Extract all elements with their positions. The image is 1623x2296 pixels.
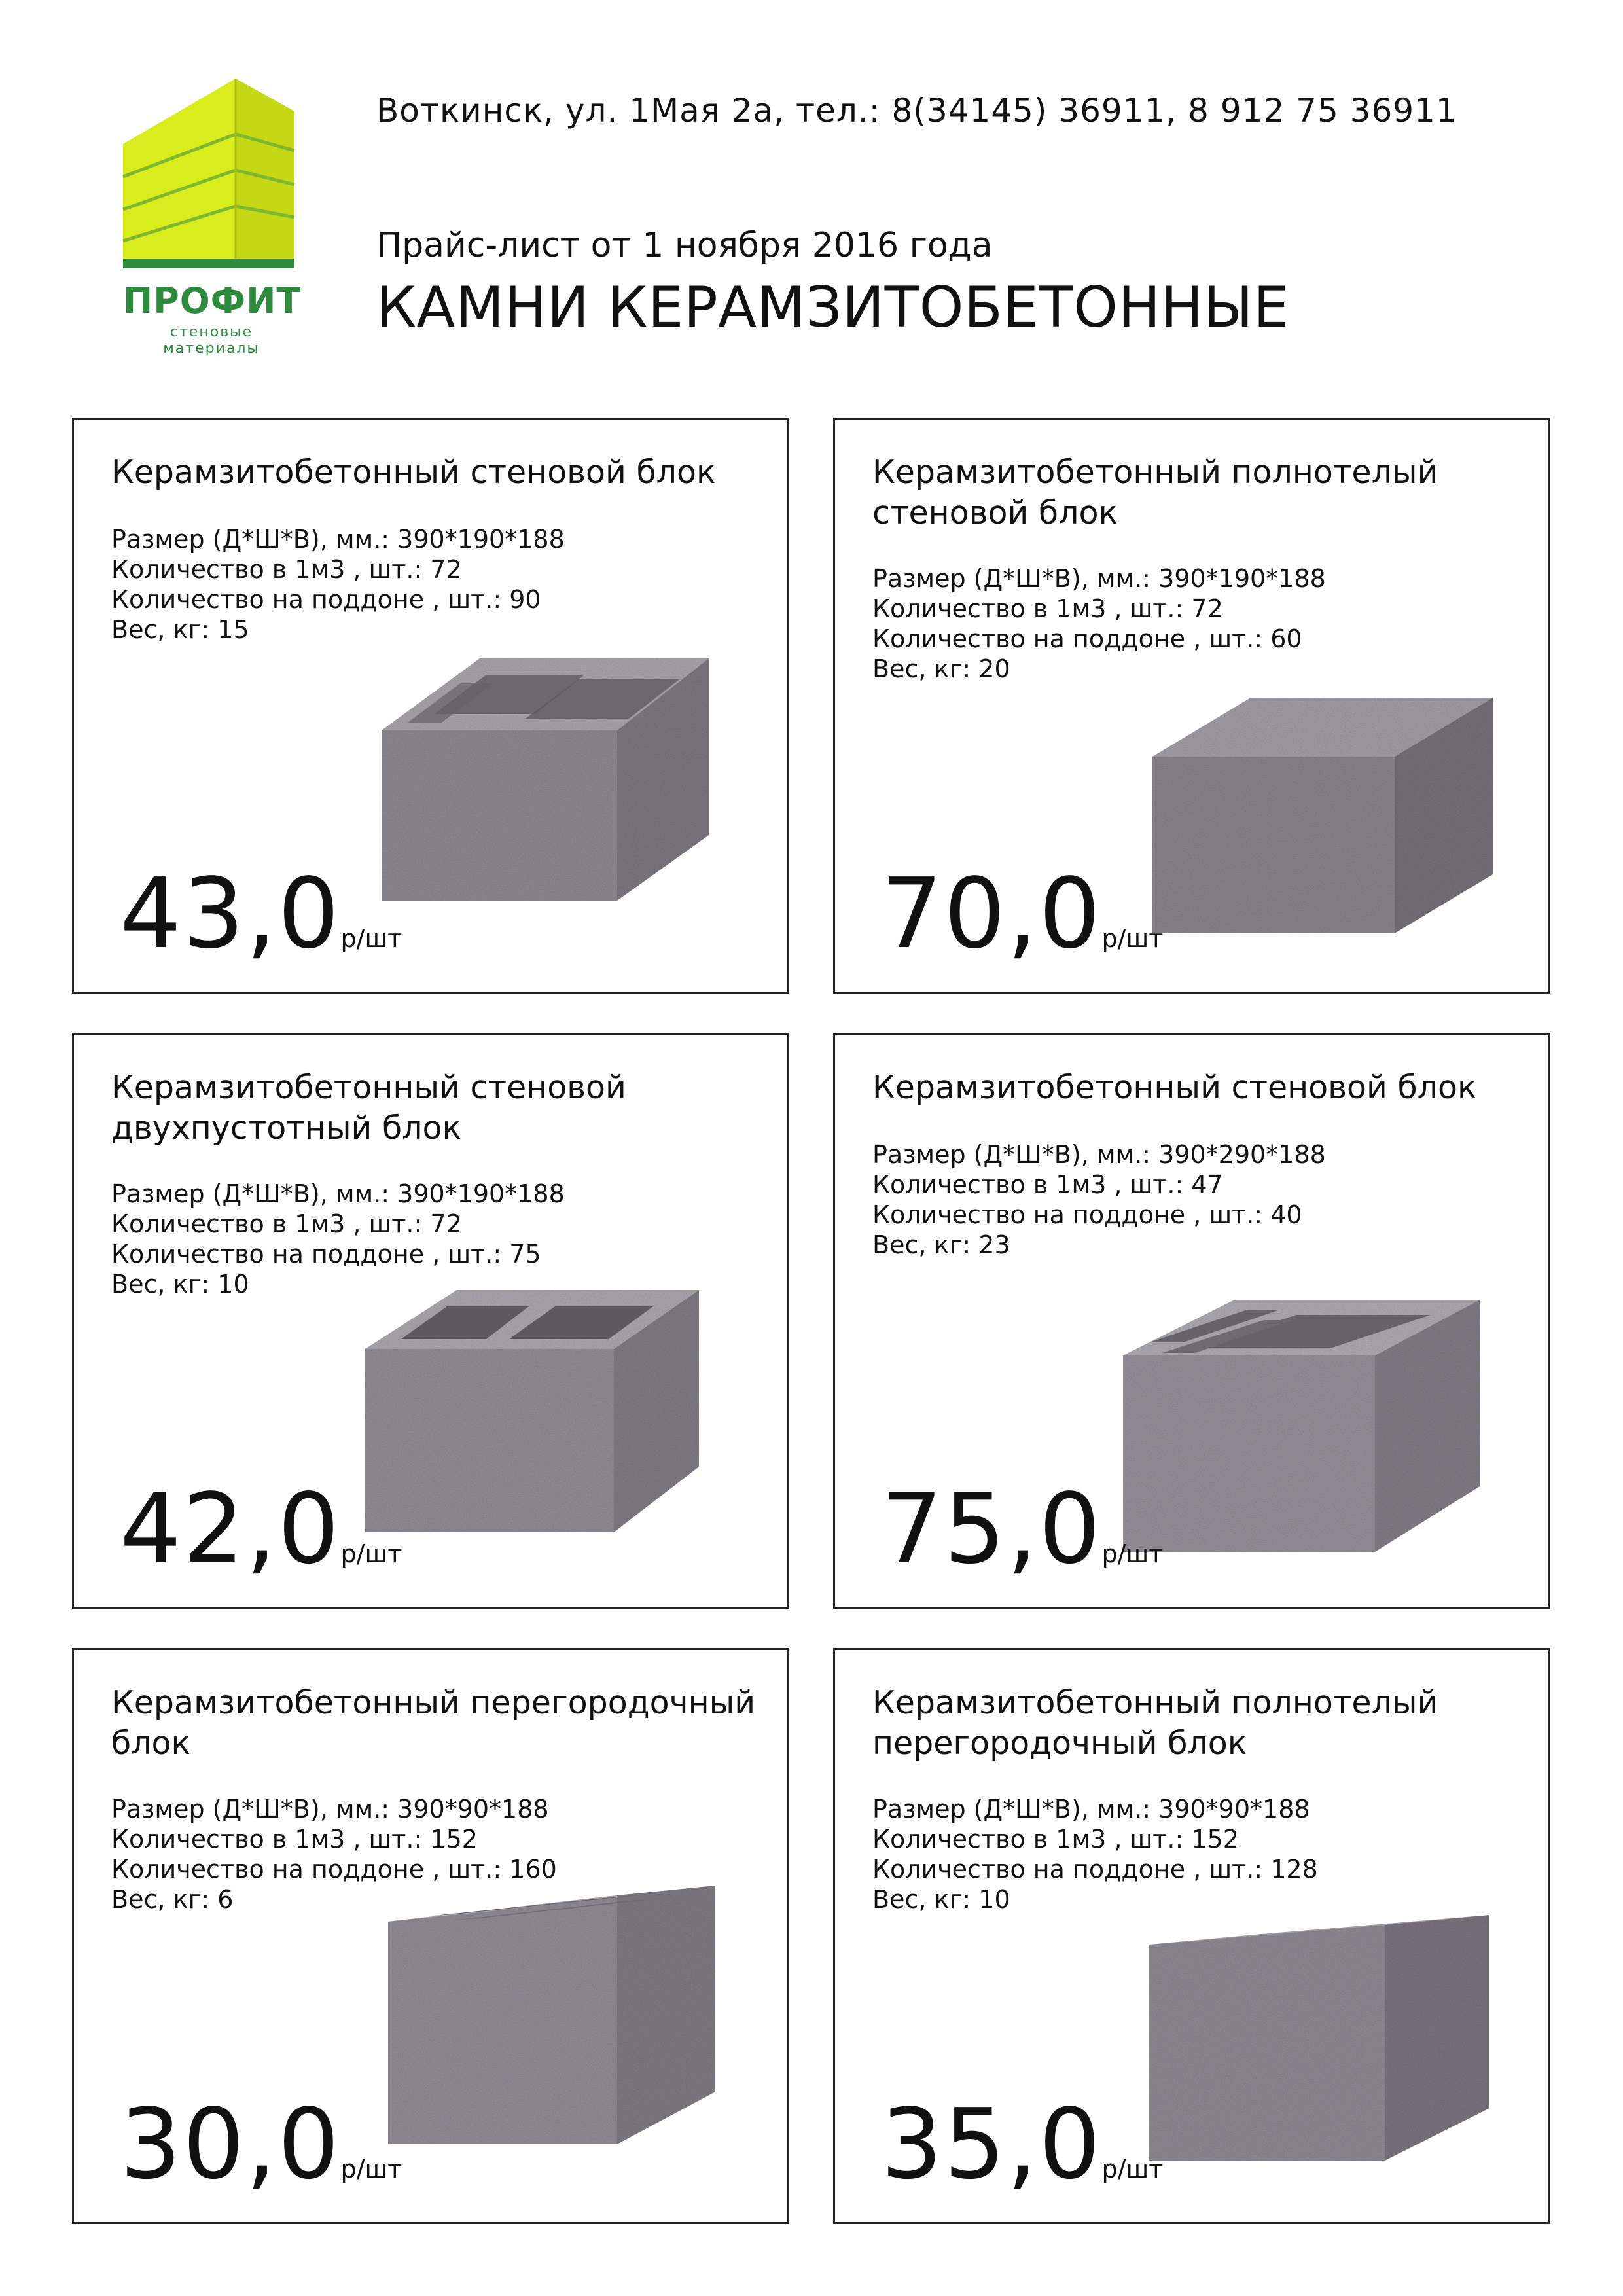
spec-per-pallet: Количество на поддоне , шт.: 90 xyxy=(111,585,541,614)
spec-size: Размер (Д*Ш*В), мм.: 390*190*188 xyxy=(111,1179,565,1208)
spec-size: Размер (Д*Ш*В), мм.: 390*190*188 xyxy=(872,564,1326,593)
brand-name: ПРОФИТ xyxy=(123,280,302,321)
partition-solid-block-image xyxy=(1149,1899,1503,2167)
product-card xyxy=(833,418,1550,994)
product-title: Керамзитобетонный стеновой блок xyxy=(872,1069,1477,1106)
spec-per-pallet: Количество на поддоне , шт.: 128 xyxy=(872,1855,1318,1884)
product-specs xyxy=(872,1139,1326,1260)
price-value: 70,0 xyxy=(881,857,1102,970)
page-title: КАМНИ КЕРАМЗИТОБЕТОННЫЕ xyxy=(376,275,1290,340)
price-unit: р/шт xyxy=(1101,2155,1164,2183)
two-hollow-block-image xyxy=(365,1277,712,1539)
price-unit: р/шт xyxy=(340,2155,402,2183)
partition-block-image xyxy=(388,1876,728,2151)
price xyxy=(120,1473,402,1585)
product-title: Керамзитобетонный перегородочный блок xyxy=(111,1684,756,1762)
spec-size: Размер (Д*Ш*В), мм.: 390*290*188 xyxy=(872,1140,1326,1169)
product-title: Керамзитобетонный стеновой двухпустотный блок xyxy=(111,1069,626,1147)
price-value: 30,0 xyxy=(120,2088,341,2200)
hollow-block-image xyxy=(382,645,722,907)
price-unit: р/шт xyxy=(340,924,402,953)
brand-tagline: стеновые материалы xyxy=(163,324,260,357)
wide-slotted-block-image xyxy=(1123,1290,1489,1558)
spec-weight: Вес, кг: 10 xyxy=(111,1270,249,1299)
spec-per-m3: Количество в 1м3 , шт.: 152 xyxy=(872,1825,1239,1854)
product-title: Керамзитобетонный полнотелый перегородочный блок xyxy=(872,1684,1438,1762)
spec-per-m3: Количество в 1м3 , шт.: 152 xyxy=(111,1825,478,1854)
price-unit: р/шт xyxy=(340,1539,402,1568)
spec-size: Размер (Д*Ш*В), мм.: 390*190*188 xyxy=(111,525,565,554)
spec-per-pallet: Количество на поддоне , шт.: 60 xyxy=(872,624,1302,653)
price xyxy=(120,2088,402,2200)
product-specs xyxy=(111,524,565,645)
product-card xyxy=(833,1648,1550,2224)
spec-per-m3: Количество в 1м3 , шт.: 47 xyxy=(872,1170,1223,1199)
price-list-date: Прайс-лист от 1 ноября 2016 года xyxy=(376,226,993,265)
price-unit: р/шт xyxy=(1101,1539,1164,1568)
spec-weight: Вес, кг: 20 xyxy=(872,655,1010,683)
price-value: 75,0 xyxy=(881,1473,1102,1585)
price xyxy=(881,1473,1164,1585)
spec-size: Размер (Д*Ш*В), мм.: 390*90*188 xyxy=(111,1795,549,1823)
spec-per-m3: Количество в 1м3 , шт.: 72 xyxy=(111,1210,462,1238)
profit-logo xyxy=(118,72,302,357)
product-specs xyxy=(872,1794,1318,1914)
building-logo-icon xyxy=(118,72,301,281)
spec-weight: Вес, кг: 10 xyxy=(872,1885,1010,1914)
price-value: 42,0 xyxy=(120,1473,341,1585)
spec-size: Размер (Д*Ш*В), мм.: 390*90*188 xyxy=(872,1795,1310,1823)
price-unit: р/шт xyxy=(1101,924,1164,953)
price xyxy=(120,857,402,970)
solid-block-image xyxy=(1152,691,1499,940)
product-title: Керамзитобетонный стеновой блок xyxy=(111,454,716,491)
price-value: 35,0 xyxy=(881,2088,1102,2200)
product-card xyxy=(72,1033,789,1609)
contact-address: Воткинск, ул. 1Мая 2а, тел.: 8(34145) 36911, 8 912 75 36911 xyxy=(376,92,1457,130)
product-card xyxy=(72,418,789,994)
spec-per-pallet: Количество на поддоне , шт.: 160 xyxy=(111,1855,557,1884)
spec-per-pallet: Количество на поддоне , шт.: 75 xyxy=(111,1240,541,1268)
product-title: Керамзитобетонный полнотелый стеновой блок xyxy=(872,454,1438,531)
spec-weight: Вес, кг: 6 xyxy=(111,1885,234,1914)
price xyxy=(881,2088,1164,2200)
spec-weight: Вес, кг: 23 xyxy=(872,1230,1010,1259)
spec-per-m3: Количество в 1м3 , шт.: 72 xyxy=(111,555,462,584)
price xyxy=(881,857,1164,970)
price-value: 43,0 xyxy=(120,857,341,970)
spec-weight: Вес, кг: 15 xyxy=(111,615,249,644)
product-card xyxy=(833,1033,1550,1609)
product-specs xyxy=(872,564,1326,684)
product-card xyxy=(72,1648,789,2224)
spec-per-pallet: Количество на поддоне , шт.: 40 xyxy=(872,1200,1302,1229)
spec-per-m3: Количество в 1м3 , шт.: 72 xyxy=(872,594,1223,623)
